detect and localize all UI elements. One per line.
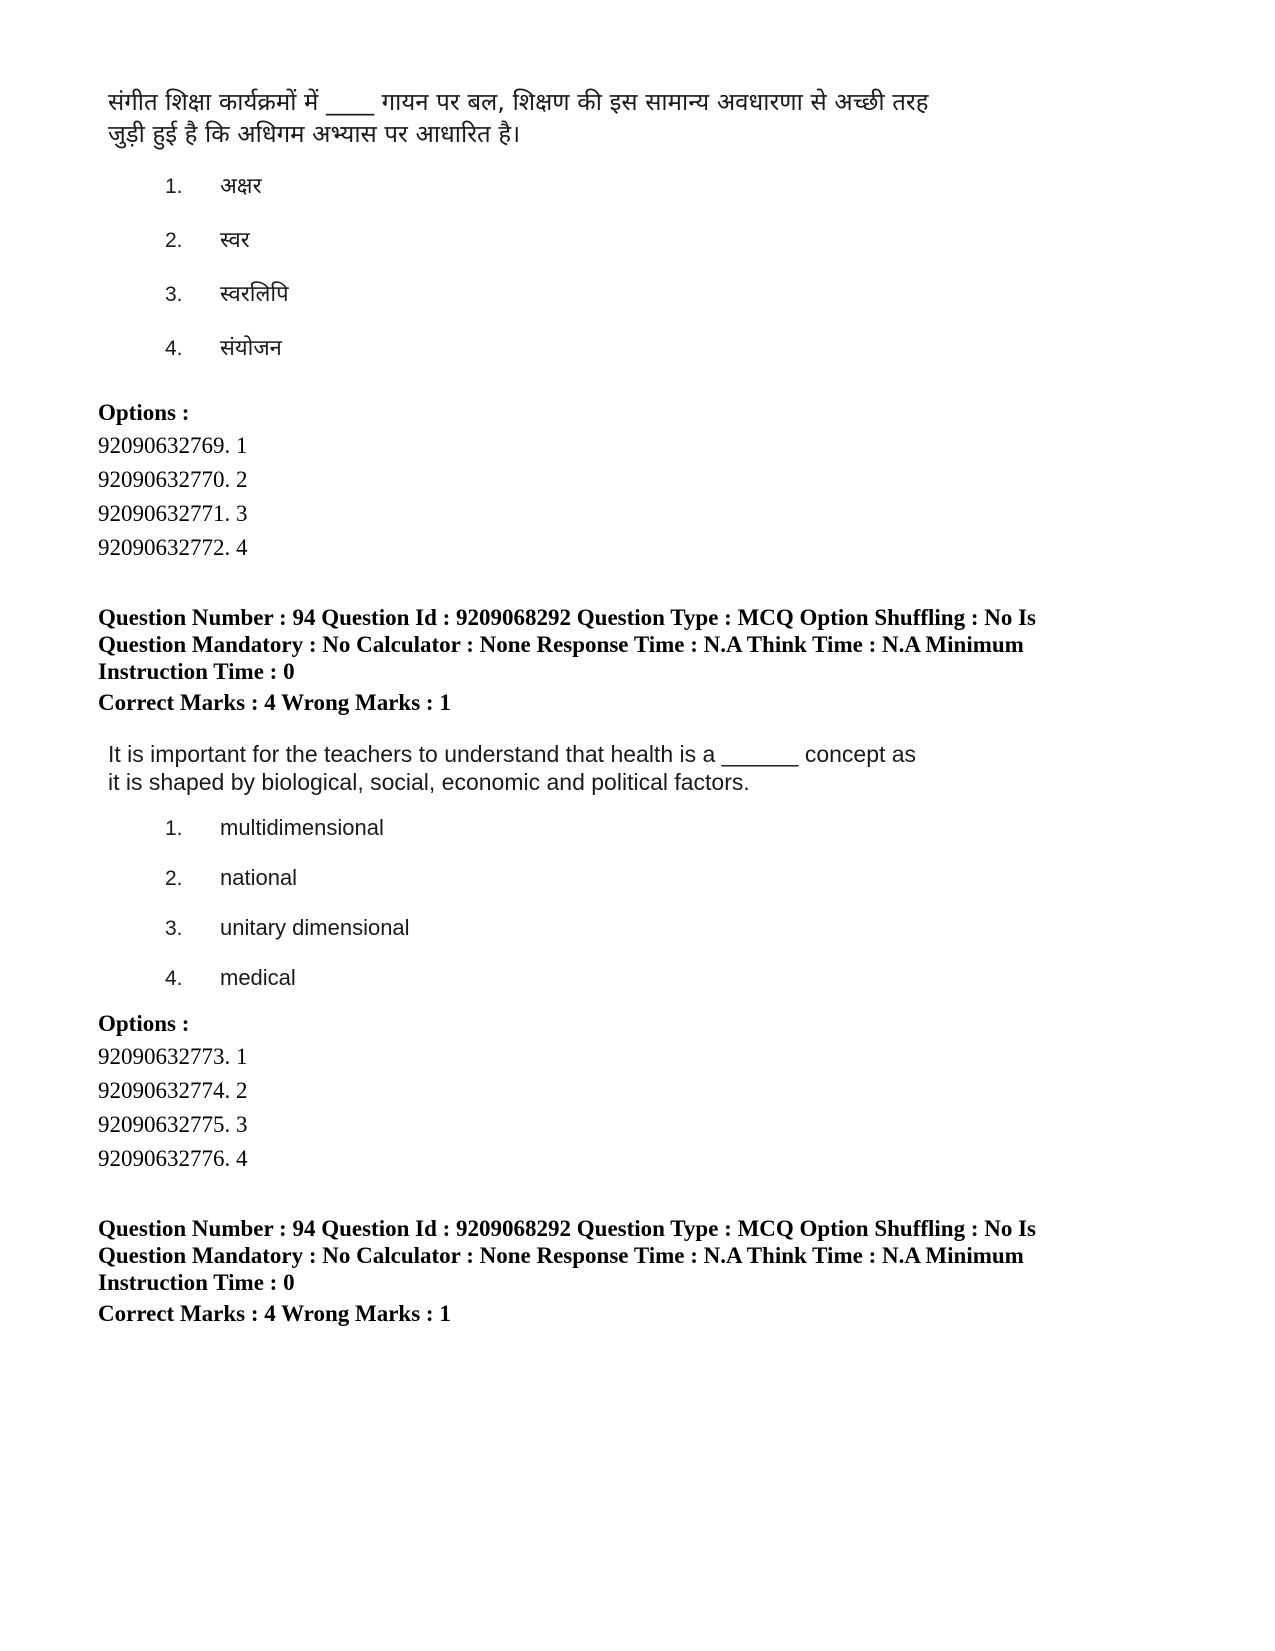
meta-line: Question Number : 94 Question Id : 9209068292 Question Type : MCQ Option Shuffling : No Is [98,605,1037,630]
choice-text: स्वरलिपि [220,282,289,307]
choice-number: 3. [165,917,183,940]
meta-line: Question Number : 94 Question Id : 9209068292 Question Type : MCQ Option Shuffling : No Is [98,1216,1037,1241]
choice-text: संयोजन [220,336,282,361]
choice-number: 1. [165,817,183,840]
option-id: 92090632771. 3 [98,501,248,526]
choice-item [165,224,289,278]
option-id: 92090632769. 1 [98,433,248,458]
marks-line: Correct Marks : 4 Wrong Marks : 1 [98,690,451,715]
meta-line: Instruction Time : 0 [98,1270,295,1295]
choice-number: 2. [165,867,183,890]
choice-item [165,278,289,332]
question-meta [98,604,1138,685]
option-id: 92090632772. 4 [98,535,248,560]
choice-number: 4. [165,337,183,360]
choice-list-hindi [165,170,289,386]
meta-line: Question Mandatory : No Calculator : None Response Time : N.A Think Time : N.A Minimum [98,1243,1024,1268]
question-text-hindi [108,86,928,150]
choice-number: 3. [165,283,183,306]
choice-number: 4. [165,967,183,990]
option-id: 92090632773. 1 [98,1044,248,1069]
choice-number: 1. [165,175,183,198]
choice-item [165,865,410,915]
choice-text: national [220,865,298,890]
option-id: 92090632775. 3 [98,1112,248,1137]
choice-text: multidimensional [220,815,384,840]
choice-item [165,815,410,865]
question-line: It is important for the teachers to understand that health is a ______ concept as [108,741,917,767]
options-label: Options : [98,1011,190,1036]
choice-item [165,170,289,224]
option-id: 92090632770. 2 [98,467,248,492]
option-id: 92090632774. 2 [98,1078,248,1103]
meta-line: Instruction Time : 0 [98,659,295,684]
options-label: Options : [98,400,190,425]
marks-line: Correct Marks : 4 Wrong Marks : 1 [98,1301,451,1326]
question-meta [98,1215,1138,1296]
question-text-english [108,740,916,796]
option-id: 92090632776. 4 [98,1146,248,1171]
question-line: जुड़ी हुई है कि अधिगम अभ्यास पर आधारित है। [108,120,521,148]
choice-text: medical [220,965,296,990]
choice-text: अक्षर [220,174,262,199]
choice-list-english [165,815,410,1015]
question-line: it is shaped by biological, social, economic and political factors. [108,769,750,795]
options-block [98,396,248,565]
choice-item [165,915,410,965]
question-line: संगीत शिक्षा कार्यक्रमों में ____ गायन पर बल, शिक्षण की इस सामान्य अवधारणा से अच्छी तरह [108,88,929,116]
choice-text: unitary dimensional [220,915,410,940]
meta-line: Question Mandatory : No Calculator : None Response Time : N.A Think Time : N.A Minimum [98,632,1024,657]
choice-item [165,332,289,386]
options-block [98,1007,248,1176]
choice-number: 2. [165,229,183,252]
choice-text: स्वर [220,228,250,253]
